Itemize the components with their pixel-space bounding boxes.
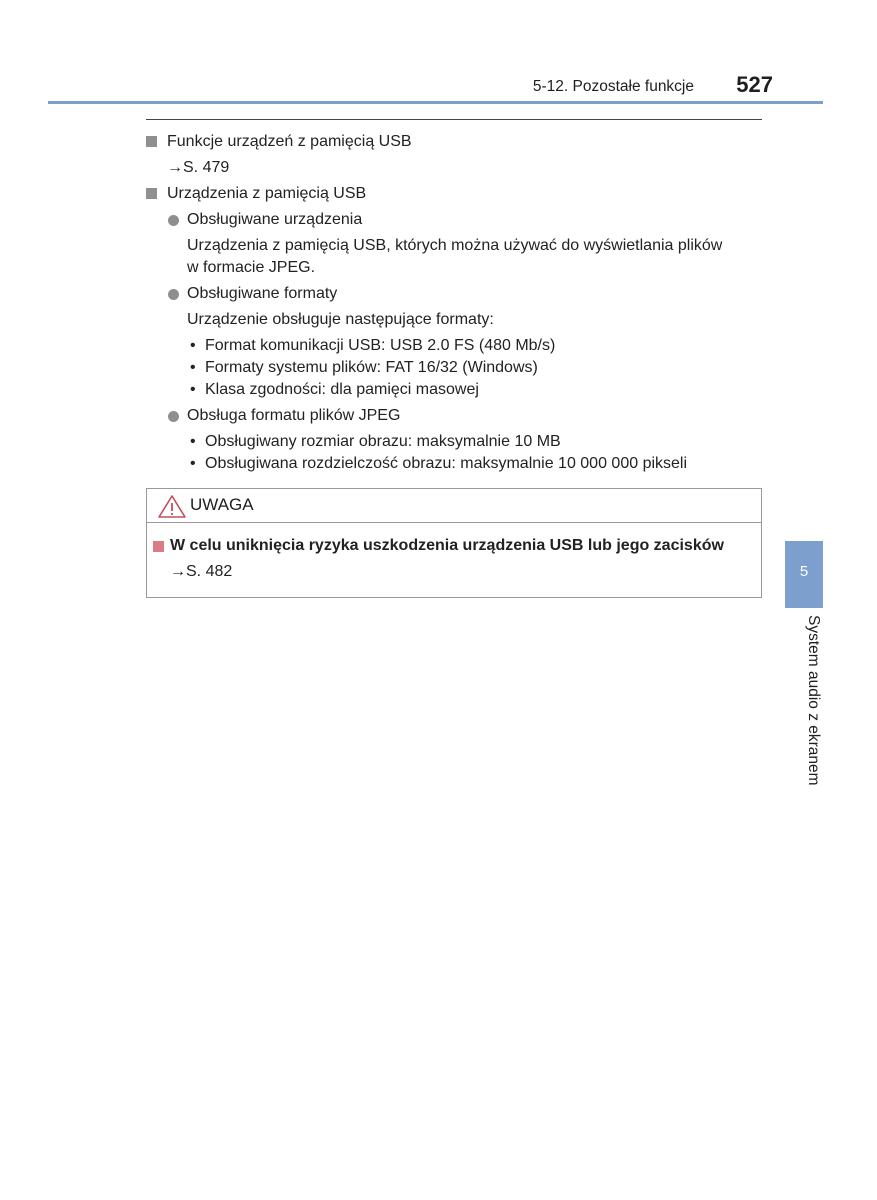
subsection-heading: Obsługiwane urządzenia — [146, 209, 776, 231]
section-heading: Funkcje urządzeń z pamięcią USB — [146, 131, 776, 153]
circle-bullet-icon — [168, 215, 179, 226]
subsection-heading: Obsługa formatu plików JPEG — [146, 405, 776, 427]
list-item: • Klasa zgodności: dla pamięci masowej — [146, 379, 776, 401]
subsection-heading: Obsługiwane formaty — [146, 283, 776, 305]
caution-label: UWAGA — [190, 495, 254, 514]
chapter-label: System audio z ekranem — [805, 615, 822, 786]
square-bullet-icon — [146, 136, 157, 147]
content-top-rule — [146, 119, 762, 120]
list-item: • Obsługiwany rozmiar obrazu: maksymalnie 10 MB — [146, 431, 776, 453]
section-title: 5-12. Pozostałe funkcje — [532, 78, 694, 95]
chapter-number: 5 — [799, 563, 809, 580]
list-item: • Format komunikacji USB: USB 2.0 FS (480 Mb/s) — [146, 335, 776, 357]
circle-bullet-icon — [168, 411, 179, 422]
list-item: • Formaty systemu plików: FAT 16/32 (Windows) — [146, 357, 776, 379]
main-content — [146, 127, 776, 475]
page-reference-link[interactable]: →S. 479 — [167, 159, 230, 176]
caution-title: W celu uniknięcia ryzyka uszkodzenia urządzenia USB lub jego zacisków — [170, 537, 724, 554]
paragraph: Urządzenia z pamięcią USB, których można używać do wyświetlania plików w formacie JPEG. — [187, 237, 723, 276]
caution-body — [153, 535, 753, 583]
list-item: • Obsługiwana rozdzielczość obrazu: maksymalnie 10 000 000 pikseli — [146, 453, 776, 475]
caution-header — [147, 489, 761, 523]
caution-box — [146, 488, 762, 598]
page-reference-link[interactable]: →S. 482 — [170, 563, 233, 580]
circle-bullet-icon — [168, 289, 179, 300]
section-heading: Urządzenia z pamięcią USB — [146, 183, 776, 205]
caution-square-icon — [153, 541, 164, 552]
page-number: 527 — [736, 72, 773, 97]
bullet-list — [146, 431, 776, 475]
paragraph: Urządzenie obsługuje następujące formaty: — [187, 311, 494, 328]
warning-triangle-icon — [157, 494, 187, 519]
header-rule — [48, 101, 823, 104]
bullet-list — [146, 335, 776, 401]
square-bullet-icon — [146, 188, 157, 199]
chapter-tab[interactable] — [785, 541, 823, 608]
